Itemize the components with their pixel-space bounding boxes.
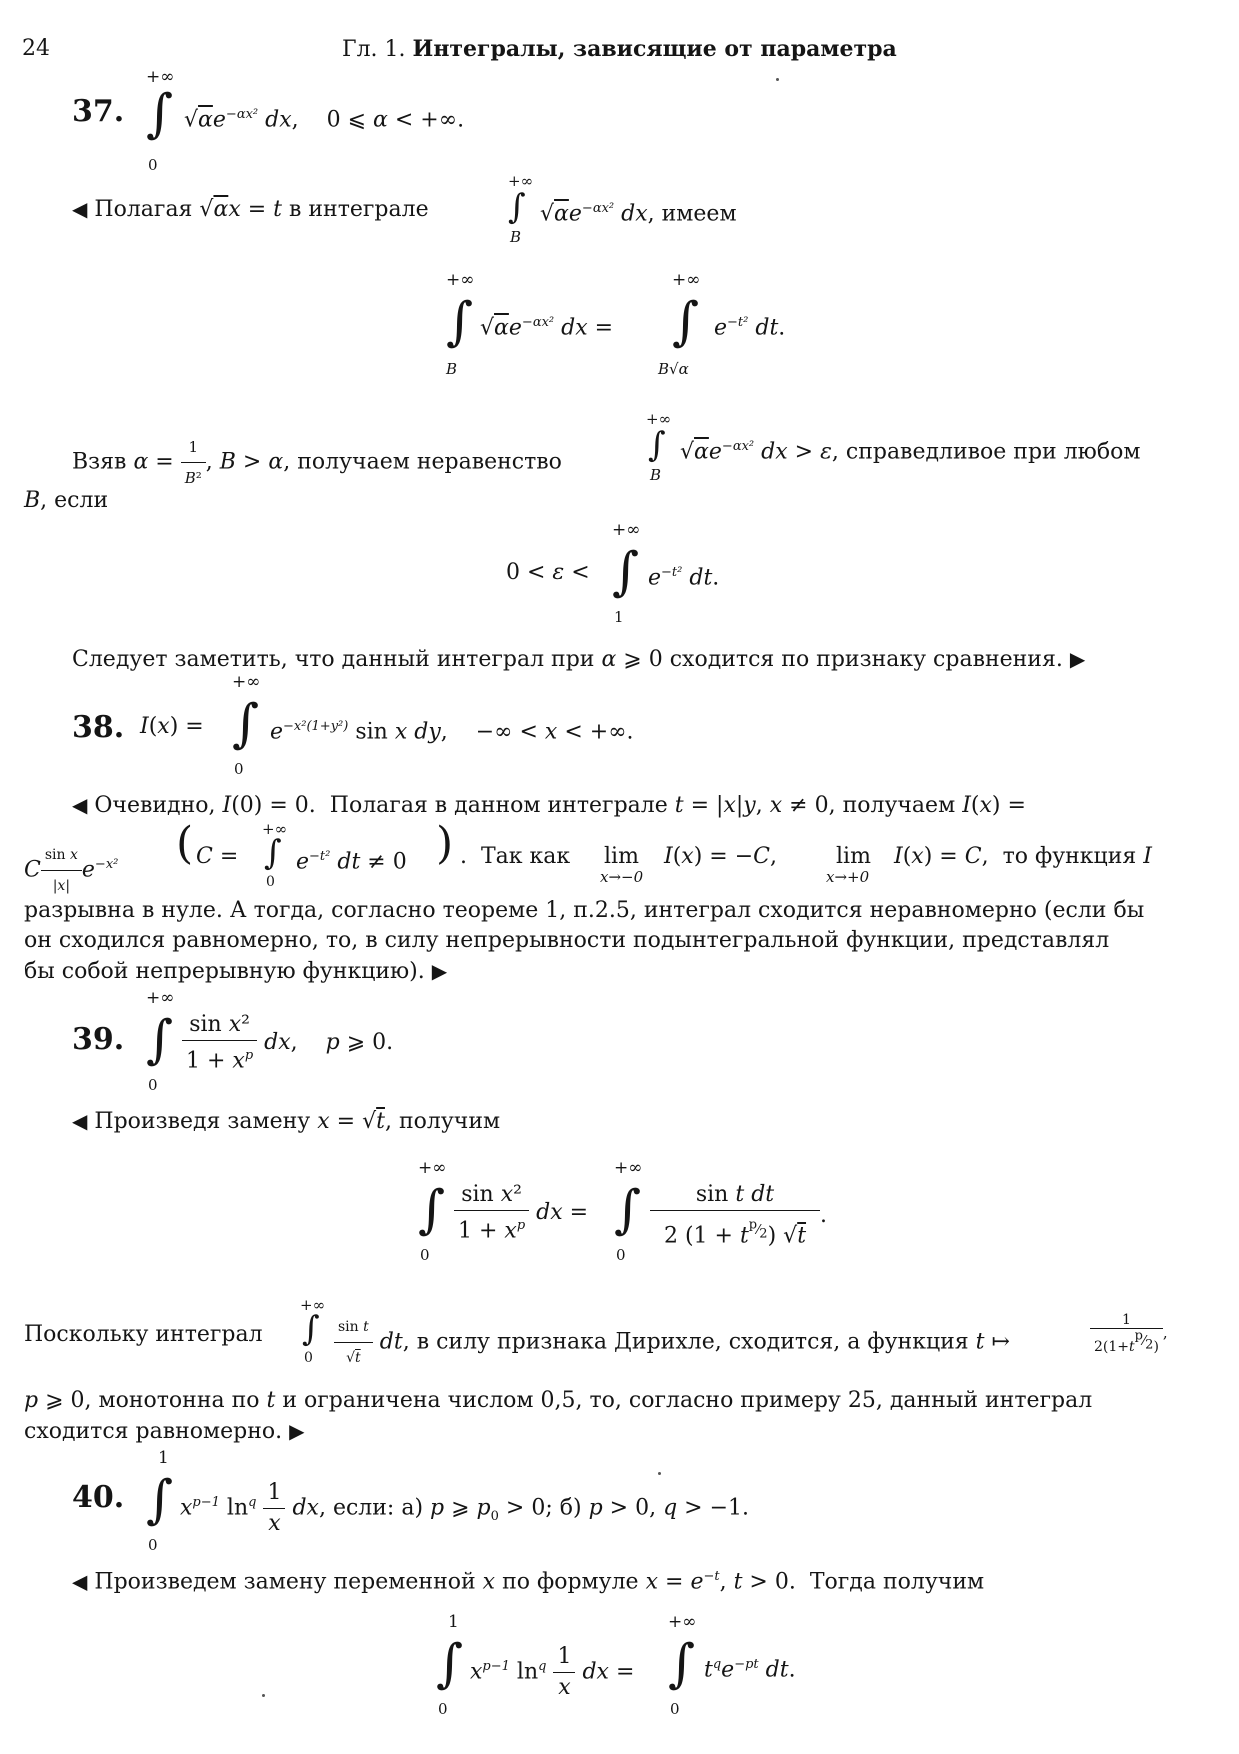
scan-speck: [776, 78, 779, 81]
p38-close-paren: ): [436, 818, 454, 869]
p38-lim2: lim: [836, 844, 871, 869]
p39-eq-integral-a: ∫: [418, 1180, 446, 1240]
p37-integral-sign: ∫: [146, 84, 174, 144]
p39-line3: p ⩾ 0, монотонна по t и ограничена числом 0,5, то, согласно примеру 25, данный интеграл: [24, 1388, 1093, 1413]
p39-eq-lower-a: 0: [420, 1246, 430, 1264]
scan-speck: [262, 1694, 265, 1697]
page-number: 24: [22, 36, 50, 61]
proof-start-marker: ◀: [72, 197, 88, 221]
problem-39-number: 39.: [72, 1022, 125, 1057]
p37-eq2-rhs: $e^{-t^2}$ dt.: [648, 565, 720, 591]
p38-integrand: $e^{-x^2(1+y^2)}$ sin x dy, −∞ < x < +∞.: [270, 719, 634, 745]
p38-const-def: C =: [196, 844, 239, 869]
p38-lim1-val: I(x) = −C,: [664, 844, 777, 869]
p37-eq2-upper: +∞: [612, 520, 641, 540]
p38-c-lower: 0: [266, 874, 275, 890]
p38-lim2-sub: x→+0: [826, 868, 870, 886]
p37-upper-limit: +∞: [146, 67, 175, 87]
p37-eq1-rhs: $e^{-t^2}$ dt.: [714, 315, 786, 341]
p40-lower-limit: 0: [148, 1536, 158, 1554]
p37-inline-upper: +∞: [508, 172, 534, 190]
p37-ineq-upper: +∞: [646, 410, 672, 428]
p39-integrand: $\frac{\text{sin x²}}{1 + x^p}$ dx, p ⩾ 0.: [182, 1010, 393, 1076]
running-header: [342, 36, 897, 62]
p37-eq1-integral-b: ∫: [672, 292, 700, 352]
p39-inline-integral: ∫: [302, 1309, 320, 1349]
p38-line2-formula: C $\frac{\text{sin x}}{|x|}$ $e^{-x^2}$: [24, 840, 118, 901]
p38-line3: разрывна в нуле. А тогда, согласно теореме 1, п.2.5, интеграл сходится неравномерно (если бы: [24, 898, 1145, 923]
p38-open-paren: (: [176, 818, 194, 869]
p37-eq1-integral-a: ∫: [446, 292, 474, 352]
header-title: Интегралы, зависящие от параметра: [412, 36, 897, 62]
p37-lower-limit: 0: [148, 156, 158, 174]
p40-eq-lower-b: 0: [670, 1700, 680, 1718]
problem-37-number: 37.: [72, 94, 125, 129]
p40-eq-rhs: $t^qe^{-pt}$ dt.: [704, 1657, 796, 1683]
p38-line4: он сходился равномерно, то, в силу непрерывности подынтегральной функции, представлял: [24, 928, 1110, 953]
p38-c-body: $e^{-t^2}$ dt ≠ 0: [296, 849, 407, 875]
p40-upper-limit: 1: [158, 1448, 169, 1468]
p37-integrand: $√\alpha e^{-\alpha x^2}$ dx, 0 ⩽ α < +∞.: [184, 107, 465, 133]
p39-fn-frac: $\frac{1}{2(1+t^{^p⁄_2})}$ ,: [1090, 1312, 1168, 1355]
p38-lower-limit: 0: [234, 760, 244, 778]
p37-eq1-lower-b: B√α: [658, 360, 689, 378]
p39-line2: Поскольку интеграл: [24, 1322, 263, 1347]
p39-line4: сходится равномерно. ▶: [24, 1419, 305, 1444]
p40-eq-upper-a: 1: [448, 1612, 459, 1632]
header-prefix: Гл. 1.: [342, 37, 406, 62]
p38-lim1: lim: [604, 844, 639, 869]
p38-lim2-val: I(x) = C, то функция I: [894, 844, 1152, 869]
p40-eq-integral-a: ∫: [436, 1634, 464, 1694]
p37-line1: ◀ Полагая √αx = t в интеграле: [72, 197, 429, 222]
p39-integral-sign: ∫: [146, 1010, 174, 1070]
p39-lower-limit: 0: [148, 1076, 158, 1094]
p37-eq2-lower: 1: [614, 608, 624, 626]
p38-lim1-sub: x→−0: [600, 868, 644, 886]
p40-eq-lower-a: 0: [438, 1700, 448, 1718]
p37-eq2-integral: ∫: [612, 542, 640, 602]
p40-integrand: $x^{p-1}$ $\ln^q$ $\frac{1}{x}$ dx, если: а) p ⩾ $p_0 > 0$; б) p > 0, q > −1.: [180, 1480, 750, 1536]
p37-eq1-lhs: $√\alpha e^{-\alpha x^2}$ dx =: [480, 315, 614, 341]
p39-eq-integral-b: ∫: [614, 1180, 642, 1240]
problem-40-number: 40.: [72, 1480, 125, 1515]
p37-ineq-lower: B: [650, 466, 662, 484]
p37-inline-lower: B: [510, 228, 522, 246]
scan-speck: [658, 1472, 661, 1475]
p38-integral-sign: ∫: [232, 694, 260, 754]
p37-line4: Следует заметить, что данный интеграл при α ⩾ 0 сходится по признаку сравнения. ▶: [72, 647, 1086, 672]
p39-eq-rhs: $\frac{\text{sin t dt}}{2 (1 + t^{^p⁄_2}) √t}$ .: [650, 1180, 827, 1252]
p39-inline-lower: 0: [304, 1350, 313, 1366]
p38-line5: бы собой непрерывную функцию). ▶: [24, 959, 448, 984]
p39-line1: ◀ Произведя замену x = √t, получим: [72, 1109, 501, 1134]
p38-upper-limit: +∞: [232, 672, 261, 692]
p38-lhs: I(x) =: [140, 714, 204, 739]
p38-line1: ◀ Очевидно, I(0) = 0. Полагая в данном интеграле t = |x|y, x ≠ 0, получаем I(x) =: [72, 793, 1026, 818]
problem-38-number: 38.: [72, 710, 125, 745]
p40-eq-lhs: $x^{p-1}$ $\ln^q$ $\frac{1}{x}$ dx =: [470, 1644, 635, 1700]
p37-inline-integrand: $√\alpha e^{-\alpha x^2}$ dx, имеем: [540, 201, 737, 227]
p38-c-upper: +∞: [262, 820, 288, 838]
p37-ineq-body: $√\alpha e^{-\alpha x^2}$ dx > ε, справедливое при любом: [680, 439, 1141, 465]
p39-eq-upper-a: +∞: [418, 1158, 447, 1178]
p37-ineq-integral: ∫: [648, 425, 666, 465]
p38-line2-text: . Так как: [460, 844, 571, 869]
p40-eq-integral-b: ∫: [668, 1634, 696, 1694]
p39-inline-upper: +∞: [300, 1296, 326, 1314]
p37-eq1-lower-a: B: [446, 360, 458, 378]
p37-line2: Взяв α = $\frac{1}{\text{B²}}$ , B > α, получаем неравенство: [72, 432, 562, 493]
p40-eq-upper-b: +∞: [668, 1612, 697, 1632]
p37-eq1-upper-a: +∞: [446, 270, 475, 290]
p39-eq-lower-b: 0: [616, 1246, 626, 1264]
p37-eq1-upper-b: +∞: [672, 270, 701, 290]
p39-line2-cont: $\frac{\text{sin t}}{√t}$ dt, в силу признака Дирихле, сходится, а функция t ↦: [334, 1312, 1010, 1373]
p40-line1: ◀ Произведем замену переменной x по формуле $x = e^{-t}$, t > 0. Тогда получим: [72, 1569, 985, 1595]
p37-line3: B, если: [24, 488, 109, 513]
p37-eq2-lhs: 0 < ε <: [506, 560, 590, 585]
proof-end-marker: ▶: [1069, 647, 1086, 671]
p37-inline-integral: ∫: [508, 187, 526, 227]
p38-c-integral: ∫: [264, 833, 282, 873]
p39-eq-upper-b: +∞: [614, 1158, 643, 1178]
p39-eq-lhs: $\frac{\text{sin x²}}{1 + x^p}$ dx =: [454, 1180, 588, 1246]
p39-upper-limit: +∞: [146, 988, 175, 1008]
p40-integral-sign: ∫: [146, 1470, 174, 1530]
